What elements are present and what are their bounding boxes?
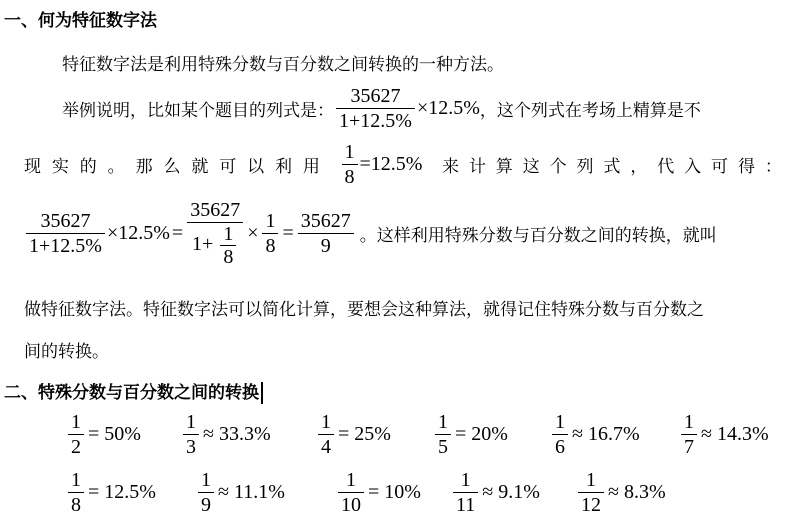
fraction-numerator: 1 <box>265 209 276 232</box>
conversion-fraction <box>681 410 697 459</box>
conversion-fraction <box>435 410 451 459</box>
fraction-denominator: 1+12.5% <box>339 110 412 132</box>
conversion-item <box>196 468 285 517</box>
spaced-char: ， <box>630 157 648 177</box>
conversion-item <box>451 468 540 517</box>
conversion-item <box>336 468 421 517</box>
nested-denominator <box>189 223 241 268</box>
fraction-numerator: 1 <box>321 411 331 433</box>
conversion-item <box>550 410 640 459</box>
times-sign: × <box>247 221 259 244</box>
spaced-text-before <box>24 152 320 177</box>
spaced-char: 用 <box>302 157 320 177</box>
fraction-numerator: 1 <box>684 411 694 433</box>
fraction-one-eighth <box>342 140 358 189</box>
equals-sign: = <box>282 221 294 244</box>
spaced-char: 。 <box>107 157 125 177</box>
conversion-value: = 50% <box>88 423 141 445</box>
equals-percent: =12.5% <box>359 153 423 175</box>
conversion-item <box>66 410 141 459</box>
spaced-char: 来 <box>441 157 459 177</box>
fraction-numerator: 35627 <box>40 209 91 232</box>
spaced-char: 个 <box>549 157 567 177</box>
one-plus: 1+ <box>192 233 214 256</box>
conversion-row-1 <box>66 410 786 466</box>
fraction-numerator: 1 <box>346 469 356 491</box>
spaced-char: 利 <box>275 157 293 177</box>
conversion-item <box>679 410 769 459</box>
spaced-char: 实 <box>51 157 69 177</box>
conversion-fraction <box>453 468 478 517</box>
conversion-item <box>433 410 508 459</box>
fraction-denominator: 8 <box>223 246 234 268</box>
example-expression <box>334 84 480 133</box>
example-continuation-text: ，这个列式在考场上精算是不 <box>479 101 701 121</box>
fraction-35627-over-9 <box>298 209 354 258</box>
conversion-fraction <box>338 468 364 517</box>
conversion-item <box>181 410 271 459</box>
spaced-char: 这 <box>522 157 540 177</box>
fraction-denominator: 12 <box>581 494 601 516</box>
section-heading-1: 一、何为特征数字法 <box>4 11 157 31</box>
times-percent: ×12.5% <box>416 97 480 119</box>
fraction-denominator: 11 <box>456 494 476 516</box>
spaced-char: 可 <box>711 157 729 177</box>
derivation-line <box>24 198 717 268</box>
fraction-denominator: 8 <box>265 234 276 257</box>
spaced-char: 那 <box>135 157 153 177</box>
fraction-denominator: 5 <box>438 436 448 458</box>
conversion-fraction <box>68 468 84 517</box>
fraction-denominator: 9 <box>320 234 331 257</box>
conversion-value: ≈ 11.1% <box>218 481 285 503</box>
fraction-denominator: 6 <box>555 436 565 458</box>
text-cursor <box>261 382 263 404</box>
fraction-one-eighth <box>262 209 278 258</box>
spaced-char: 就 <box>191 157 209 177</box>
paragraph-conclusion: 做特征数字法。特征数字法可以简化计算，要想会这种算法，就得记住特殊分数与百分数之 <box>24 300 704 320</box>
fraction-numerator: 1 <box>438 411 448 433</box>
conversion-fraction <box>198 468 214 517</box>
fraction-numerator: 1 <box>586 469 596 491</box>
section-heading-2-text: 二、特殊分数与百分数之间的转换 <box>4 383 259 403</box>
fraction-numerator: 1 <box>223 223 234 245</box>
conversion-value: ≈ 14.3% <box>701 423 769 445</box>
fraction-numerator: 1 <box>555 411 565 433</box>
conversion-item <box>316 410 391 459</box>
times-percent: ×12.5% <box>106 221 170 244</box>
example-line <box>62 84 701 133</box>
paragraph-definition: 特征数字法是利用特殊分数与百分数之间转换的一种方法。 <box>62 55 504 75</box>
conversion-value: ≈ 8.3% <box>608 481 666 503</box>
conversion-fraction <box>578 468 604 517</box>
conversion-fraction <box>318 410 334 459</box>
conversion-value: ≈ 33.3% <box>203 423 271 445</box>
section-heading-2 <box>4 378 263 404</box>
spaced-char: 入 <box>684 157 702 177</box>
spaced-char: 列 <box>576 157 594 177</box>
spaced-char: 可 <box>219 157 237 177</box>
fraction-numerator: 1 <box>71 469 81 491</box>
fraction-35627-over-sum <box>336 84 415 133</box>
fraction-denominator: 7 <box>684 436 694 458</box>
fraction-denominator: 4 <box>321 436 331 458</box>
conversion-item <box>66 468 156 517</box>
spaced-char: ： <box>764 157 782 177</box>
fraction-numerator: 1 <box>460 469 471 491</box>
fraction-numerator: 1 <box>186 411 196 433</box>
fraction-numerator: 35627 <box>190 199 241 221</box>
fraction-numerator: 35627 <box>300 209 351 232</box>
conversion-fraction <box>68 410 84 459</box>
conversion-value: = 10% <box>368 481 421 503</box>
conversion-fraction <box>552 410 568 459</box>
fraction-35627-over-sum <box>26 209 105 258</box>
fraction-35627-over-nested <box>187 198 243 268</box>
spaced-char: 得 <box>737 157 755 177</box>
spaced-char: 计 <box>468 157 486 177</box>
conversion-row-2 <box>66 468 786 524</box>
equals-sign: = <box>171 221 184 244</box>
derivation-expression <box>24 198 356 268</box>
fraction-numerator: 35627 <box>350 85 401 107</box>
fraction-denominator: 8 <box>71 494 81 516</box>
fraction-numerator: 1 <box>201 469 211 491</box>
spaced-char: 以 <box>247 157 265 177</box>
paragraph-conclusion-end: 间的转换。 <box>24 342 109 362</box>
conversion-value: = 20% <box>455 423 508 445</box>
conversion-item <box>576 468 666 517</box>
fraction-one-eighth-nested <box>220 223 236 268</box>
spaced-text-after <box>442 152 782 177</box>
conversion-fraction <box>183 410 199 459</box>
example-intro-text: 举例说明，比如某个题目的列式是： <box>62 101 334 121</box>
fraction-denominator: 8 <box>344 166 355 188</box>
spaced-char: 的 <box>79 157 97 177</box>
fraction-denominator: 9 <box>201 494 211 516</box>
spaced-char: 代 <box>657 157 675 177</box>
fraction-denominator: 3 <box>186 436 196 458</box>
spaced-line <box>24 140 782 189</box>
conversion-value: = 25% <box>338 423 391 445</box>
spaced-char: 么 <box>163 157 181 177</box>
fraction-denominator: 1+12.5% <box>29 234 102 257</box>
spaced-char: 式 <box>603 157 621 177</box>
conversion-value: ≈ 16.7% <box>572 423 640 445</box>
spaced-char: 算 <box>495 157 513 177</box>
fraction-numerator: 1 <box>344 141 355 163</box>
fraction-numerator: 1 <box>71 411 81 433</box>
one-eighth-equation <box>340 140 423 189</box>
fraction-denominator: 10 <box>341 494 361 516</box>
derivation-continuation-text: 。这样利用特殊分数与百分数之间的转换，就叫 <box>359 225 717 246</box>
conversion-value: = 12.5% <box>88 481 156 503</box>
fraction-denominator: 2 <box>71 436 81 458</box>
conversion-value: ≈ 9.1% <box>482 481 540 503</box>
spaced-char: 现 <box>24 157 41 177</box>
